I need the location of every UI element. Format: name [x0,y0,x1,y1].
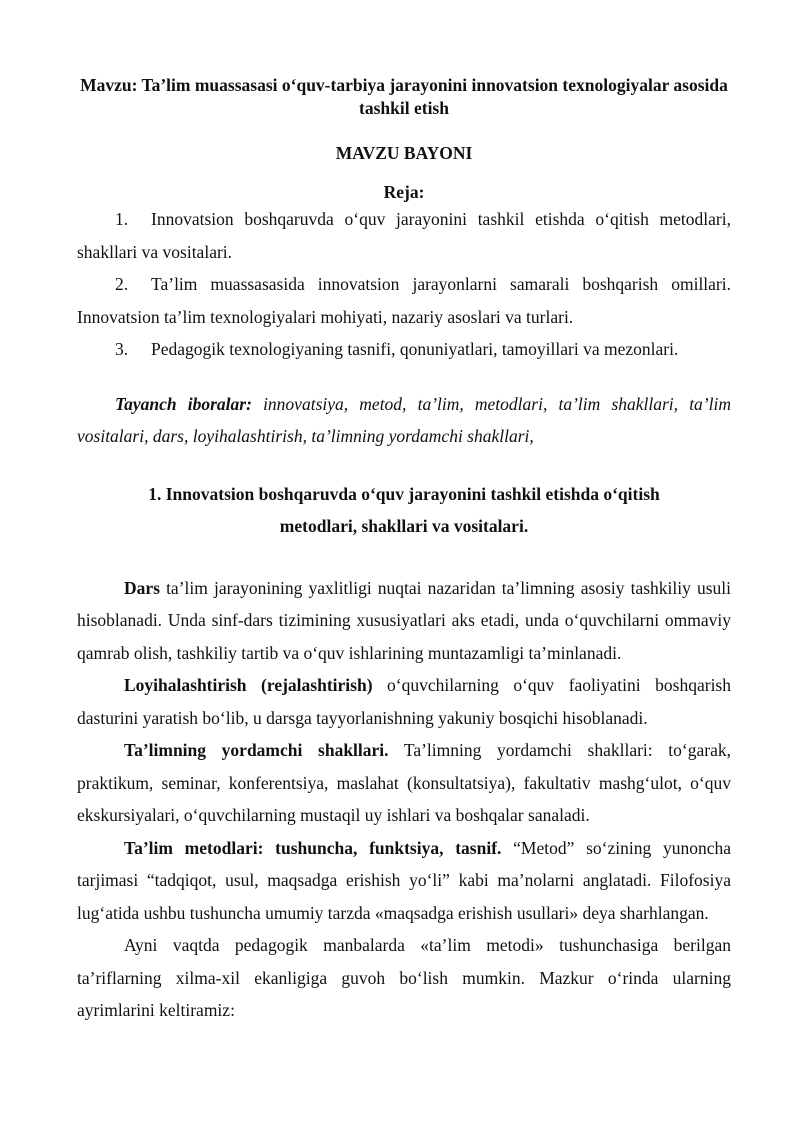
paragraph-text: o‘quvchilarning o‘quv faoliyatini boshqarish dasturini yaratish bo‘lib, u darsga tayyorlanishning yakuniy bosqichi hisoblanadi. [77,675,731,728]
keywords-label: Tayanch iboralar: [115,393,252,414]
body-paragraph [77,929,731,1027]
plan-item [77,203,731,268]
plan-label: Reja: [383,182,425,202]
paragraph-text: ta’lim jarayonining yaxlitligi nuqtai nazaridan ta’limning asosiy tashkiliy usuli hisoblanadi. Unda sinf-dars tizimining xususiyatlari aks etadi, unda o‘quvchilarni ommaviy qamrab olish, tashkiliy tartib va o‘quv ishlarining muntazamligi ta’minlanadi. [77,577,731,663]
plan-item-text: Innovatsion boshqaruvda o‘quv jarayonini tashkil etishda o‘qitish metodlari, shakllari va vositalari. [77,209,731,262]
body-paragraph [77,832,731,930]
plan-item-number: 1. [115,209,129,229]
plan-item-number: 3. [115,339,129,359]
paragraph-text: “Metod” so‘zining yunoncha tarjimasi “tadqiqot, usul, maqsadga erishish yo‘li” kabi ma’nolarni anglatadi. Filofosiya lug‘atida ushbu tushuncha umumiy tarzda «maqsadga erishish usullari» deya sharhlangan. [77,837,732,923]
keywords-paragraph [77,388,731,453]
subtitle: MAVZU BAYONI [335,143,473,163]
page-title: Mavzu: Ta’lim muassasasi o‘quv-tarbiya jarayonini innovatsion texnologiyalar asosida tashkil etish [80,75,728,118]
plan-item-number: 2. [115,274,129,294]
paragraph-lead: Dars [124,577,160,598]
section-heading: 1. Innovatsion boshqaruvda o‘quv jarayonini tashkil etishda o‘qitish metodlari, shakllari va vositalari. [148,483,660,536]
plan-item [77,333,731,366]
body-paragraph [77,734,731,832]
plan-item-text: Ta’lim muassasasida innovatsion jarayonlarni samarali boshqarish omillari. Innovatsion ta’lim texnologiyalari mohiyati, nazariy asoslari va turlari. [77,274,731,327]
paragraph-lead: Ta’lim metodlari: tushuncha, funktsiya, tasnif. [124,837,502,858]
body-paragraph [77,572,731,670]
keywords-text: innovatsiya, metod, ta’lim, metodlari, ta’lim shakllari, ta’lim vositalari, dars, loyihalashtirish, ta’limning yordamchi shakllari, [77,393,731,446]
plan-item-text: Pedagogik texnologiyaning tasnifi, qonuniyatlari, tamoyillari va mezonlari. [151,339,679,359]
plan-item [77,268,731,333]
paragraph-text: Ta’limning yordamchi shakllari: to‘garak, praktikum, seminar, konferentsiya, maslahat (konsultatsiya), fakultativ mashg‘ulot, o‘quv ekskursiyalari, o‘quvchilarning mustaqil uy ishlari va boshqalar sanaladi. [77,740,731,825]
paragraph-lead: Ta’limning yordamchi shakllari. [124,740,389,760]
body-paragraph [77,669,731,734]
document-page [77,74,731,1027]
paragraph-lead: Loyihalashtirish (rejalashtirish) [124,675,373,695]
paragraph-text: Ayni vaqtda pedagogik manbalarda «ta’lim metodi» tushunchasiga berilgan ta’riflarning xilma-xil ekanligiga guvoh bo‘lish mumkin. Mazkur o‘rinda ularning ayrimlarini keltiramiz: [77,935,731,1020]
